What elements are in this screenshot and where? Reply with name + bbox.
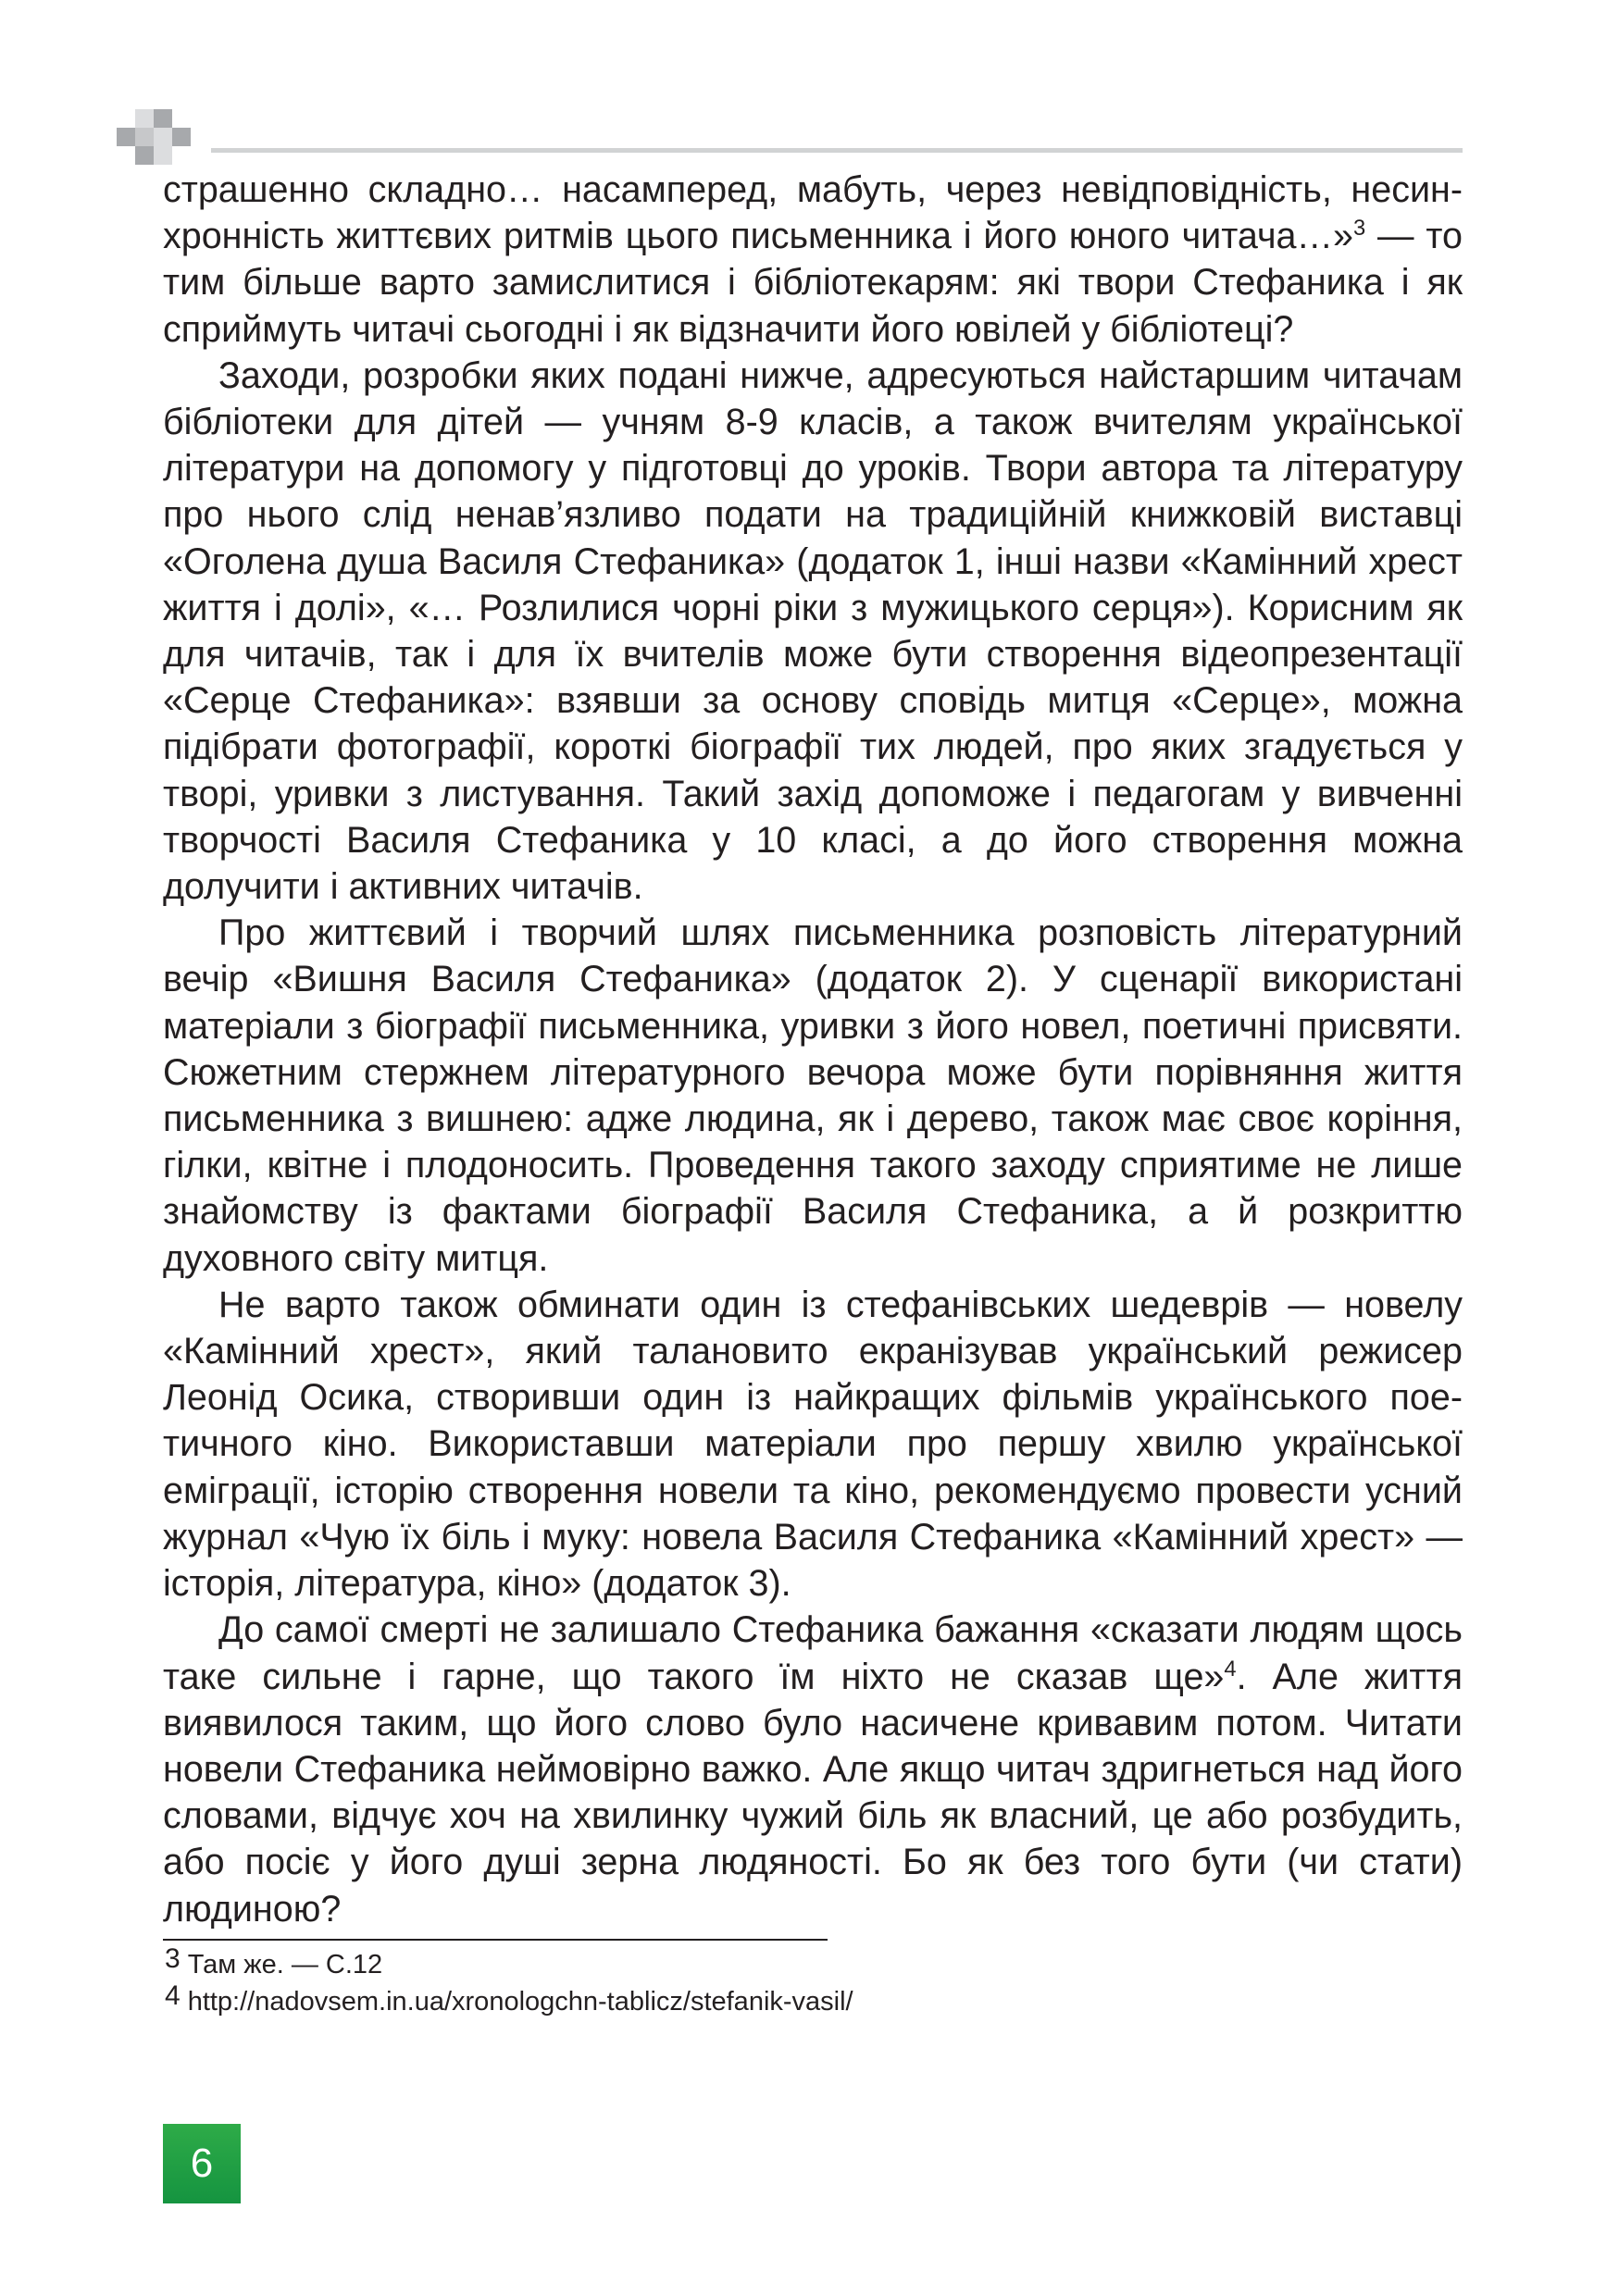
paragraph	[163, 167, 1463, 353]
paragraph-text: Заходи, розробки яких подані нижче, адресуються найстаршим читачам бібліотеки для дітей — учням 8-9 класів, а також вчителям української літератури на допомогу у підготовці до уроків. Твори автора та літературу про нього слід ненав’язливо подати на традиційній книжковій виставці «Оголена душа Василя Стефаника» (додаток 1, інші назви «Камінний хрест життя і долі», «… Розлилися чорні ріки з мужицького серця»). Корисним як для читачів, так і для їх вчителів може бути створення відеопрезентації «Серце Стефаника»: взявши за основу сповідь митця «Серце», можна підібрати фотографії, короткі біографії тих людей, про яких згадується у творі, уривки з листування. Такий захід допоможе і педагогам у вивченні творчості Василя Стефаника у 10 класі, а до його створення можна долучити і активних читачів.	[163, 354, 1463, 908]
footnote	[165, 1980, 1368, 2017]
paragraph-text: страшенно складно… насамперед, мабуть, через невідповідність, несинхронність життєвих ритмів цього письменника і його юного читача…»	[163, 169, 1463, 257]
decoration-square	[135, 128, 154, 146]
header-decoration	[109, 109, 193, 170]
header-rule	[211, 148, 1463, 153]
footnote-reference: 4	[1224, 1657, 1237, 1682]
paragraph	[163, 910, 1463, 1282]
footnote-link[interactable]: http://nadovsem.in.ua/xronologchn-tablicz/stefanik-vasil/	[187, 1987, 853, 2017]
main-text	[163, 167, 1463, 1932]
decoration-square	[135, 146, 154, 165]
decoration-square	[154, 109, 172, 128]
footnote	[165, 1943, 1368, 1980]
paragraph-text: . Але життя виявилося таким, що його слово було насичене кривавим потом. Читати новели Стефаника неймовірно важко. Але якщо читач здригнеться над його словами, відчує хоч на хвилинку чужий біль як власний, це або розбудить, або посіє у його душі зерна людяності. Бо як без того бути (чи стати) людиною?	[163, 1656, 1463, 1930]
decoration-square	[154, 128, 172, 146]
decoration-square	[154, 146, 172, 165]
paragraph-text: Про життєвий і творчий шлях письменника розповість літературний вечір «Вишня Василя Стефаника» (додаток 2). У сценарії використані матеріали з біографії письменника, уривки з його новел, поетичні присвяти. Сюжетним стержнем літературного вечора може бути порівняння життя письменника з вишнею: адже людина, як і дерево, також має своє коріння, гілки, квітне і плодоносить. Проведення такого заходу сприятиме не лише знайомству із фактами біографії Василя Стефаника, а й розкриттю духовного світу митця.	[163, 912, 1463, 1279]
decoration-square	[135, 109, 154, 128]
footnote-text: Там же. — С.12	[187, 1950, 383, 1980]
paragraph-text: До самої смерті не залишало Стефаника бажання «сказати людям щось таке сильне і гарне, що такого їм ніхто не сказав ще»	[163, 1609, 1463, 1697]
paragraph-text: — то тим більше варто замислитися і бібліотекарям: які твори Стефаника і як сприймуть читачі сьогодні і як відзначити його ювілей у бібліотеці?	[163, 216, 1463, 350]
page-number-badge	[163, 2124, 241, 2203]
footnote-number: 3	[165, 1943, 181, 1974]
footnote-separator	[163, 1939, 828, 1941]
footnote-reference: 3	[1352, 217, 1366, 242]
paragraph	[163, 1607, 1463, 1931]
footnote-number: 4	[165, 1980, 181, 2011]
paragraph-text: Не варто також обминати один із стефанівських шедеврів — новелу «Камінний хрест», який талановито екранізував український режисер Леонід Осика, створивши один із найкращих фільмів українського поетичного кіно. Використавши матеріали про першу хвилю української еміграції, історію створення новели та кіно, рекомендуємо провести усний журнал «Чую їх біль і муку: новела Василя Стефаника «Камінний хрест» — історія, література, кіно» (додаток 3).	[163, 1284, 1463, 1605]
decoration-square	[117, 128, 135, 146]
paragraph	[163, 1282, 1463, 1607]
decoration-square	[172, 128, 191, 146]
page-number: 6	[190, 2141, 214, 2186]
paragraph	[163, 353, 1463, 910]
footnotes	[165, 1943, 1368, 2017]
